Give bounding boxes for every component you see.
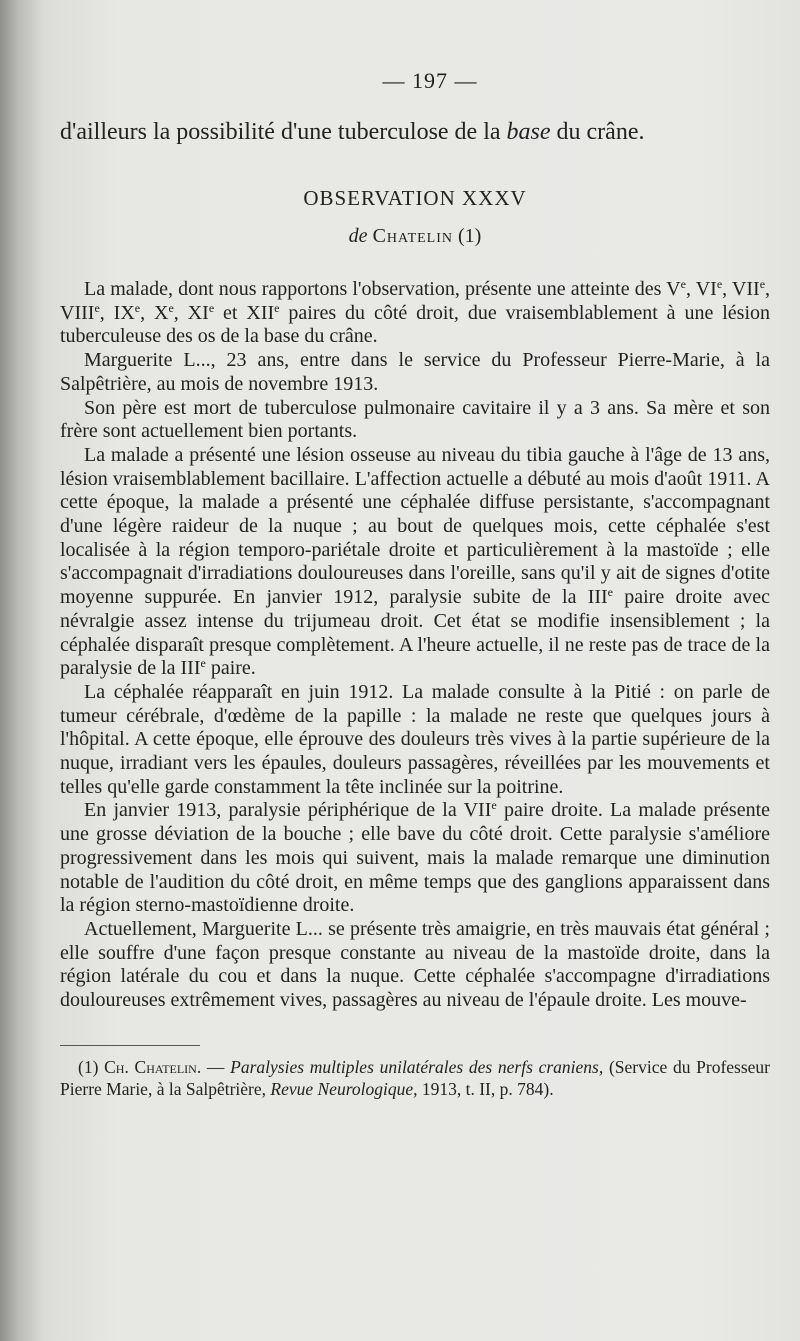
continuation-text — [60, 116, 770, 148]
paragraph: Marguerite L..., 23 ans, entre dans le service du Professeur Pierre-Marie, à la Salpêtrière, au mois de novembre 1913. — [60, 349, 770, 395]
footnote-title: Paralysies multiples unilatérales des nerfs craniens, — [230, 1056, 604, 1077]
footnote-author: Ch. Chatelin. — [104, 1056, 202, 1077]
footnote-marker: (1) — [78, 1056, 99, 1077]
author-name: Chatelin — [372, 225, 453, 247]
paragraph: La malade a présenté une lésion osseuse au niveau du tibia gauche à l'âge de 13 ans, lésion vraisemblablement bacillaire. L'affection actuelle a débuté au mois d'août 1911. A cette époque, la malade a présenté une céphalée diffuse persistante, s'accompagnant d'une légère raideur de la nuque ; au bout de quelques mois, cette céphalée s'est localisée à la région temporo-pariétale droite et particulièrement à la mastoïde ; elle s'accompagnait d'irradiations douloureuses dans l'oreille, sans qu'il y ait de signes d'otite moyenne suppurée. En janvier 1912, paralysie subite de la IIIe paire droite avec névralgie assez intense du trijumeau droit. Cet état se modifie insensiblement ; la céphalée disparaît presque complètement. A l'heure actuelle, il ne reste pas de trace de la paralysie de la IIIe paire. — [60, 443, 770, 680]
footnote-dash: — — [201, 1056, 231, 1077]
paragraph: La malade, dont nous rapportons l'observation, présente une atteinte des Ve, VIe, VIIe, VIIIe, IXe, Xe, XIe et XIIe paires du côté droit, due vraisemblablement à une lésion tuberculeuse des os de la base du crâne. — [60, 277, 771, 348]
paragraph: Actuellement, Marguerite L... se présente très amaigrie, en très mauvais état général ; elle souffre d'une façon presque constante au niveau de la mastoïde droite, dans la région latérale du cou et dans la nuque. Cette céphalée s'accompagne d'irradiations douloureuses extrêmement vives, passagères au niveau de l'épaule droite. Les mouve- — [60, 917, 770, 1012]
paragraph: En janvier 1913, paralysie périphérique de la VIIe paire droite. La malade présente une grosse déviation de la bouche ; elle bave du côté droit. Cette paralysie s'améliore progressivement dans les mois qui suivent, mais la malade remarque une diminution notable de l'audition du côté droit, en même temps que des ganglions apparaissent dans la région sterno-mastoïdienne droite. — [60, 798, 770, 917]
continuation-after: du crâne. — [550, 119, 645, 145]
footnote — [60, 1056, 770, 1100]
paragraph: La céphalée réapparaît en juin 1912. La malade consulte à la Pitié : on parle de tumeur cérébrale, d'œdème de la papille : la malade ne reste que quelques jours à l'hôpital. A cette époque, elle éprouve des douleurs très vives à la partie supérieure de la nuque, irradiant vers les épaules, douleurs passagères, réveillées par les mouvements et telles qu'elle garde constamment la tête inclinée sur la poitrine. — [60, 680, 770, 798]
paragraph: Son père est mort de tuberculose pulmonaire cavitaire il y a 3 ans. Sa mère et son frère sont actuellement bien portants. — [60, 396, 770, 443]
footnote-middle: (Service du Professeur Pierre Marie, à la Salpêtrière, — [60, 1056, 771, 1099]
observation-title: OBSERVATION XXXV — [303, 186, 527, 210]
author-note-ref: (1) — [458, 225, 482, 247]
author-prefix: de — [348, 225, 368, 247]
observation-author — [60, 222, 770, 250]
footnote-end: 1913, t. II, p. 784). — [417, 1078, 554, 1099]
page-content — [60, 66, 770, 1100]
footnote-journal: Revue Neurologique, — [270, 1078, 418, 1099]
continuation-italic: base — [506, 119, 551, 145]
page-number: — 197 — — [382, 68, 478, 93]
continuation-before: d'ailleurs la possibilité d'une tuberculose de la — [60, 119, 507, 145]
footnote-rule — [60, 1045, 200, 1046]
observation-body — [60, 278, 770, 1013]
